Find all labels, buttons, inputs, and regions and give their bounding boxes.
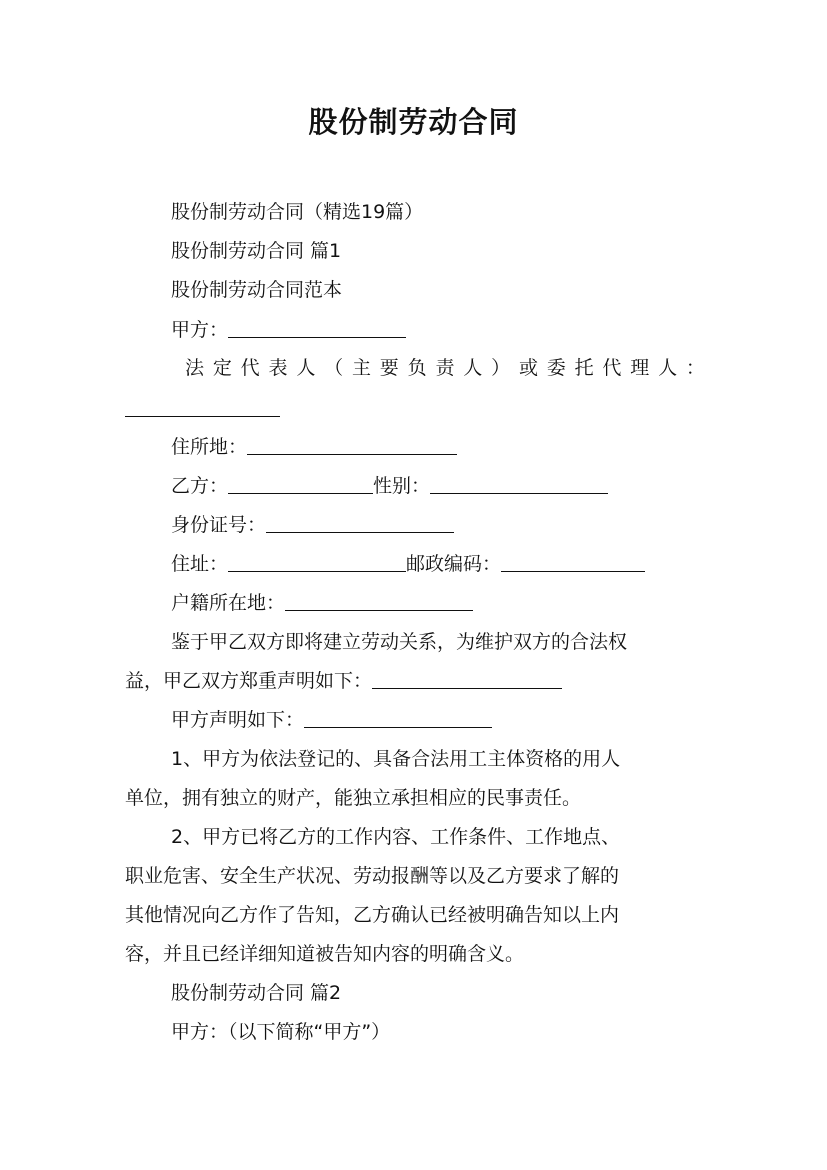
residence-line [125,435,705,459]
legal-rep-blank-line [125,397,705,421]
postcode-label: 邮政编码： [406,553,502,575]
id-number-label: 身份证号： [171,514,267,536]
address-blank [228,553,406,572]
legal-rep-char: ） [491,357,511,379]
gender-blank [430,475,608,494]
legal-rep-char: 人 [463,357,483,379]
legal-rep-char: 委 [546,357,566,379]
clause-1-line-1: 1、甲方为依法登记的、具备合法用工主体资格的用人 [171,748,621,770]
party-a-declaration-blank [304,709,492,728]
legal-rep-blank [125,398,280,417]
clause-2-line-4: 容，并且已经详细知道被告知内容的明确含义。 [125,943,525,965]
legal-rep-char: 责 [435,357,455,379]
clause-1-line-2: 单位，拥有独立的财产，能独立承担相应的民事责任。 [125,787,582,809]
party-a-declaration-line [125,708,705,732]
legal-rep-char: 代 [240,357,260,379]
legal-rep-char: 表 [268,357,288,379]
party-b-line [125,474,705,498]
household-label: 户籍所在地： [171,592,286,614]
clause-2-line-3: 其他情况向乙方作了告知，乙方确认已经被明确告知以上内 [125,904,620,926]
legal-rep-char: 或 [518,357,538,379]
legal-rep-char: 主 [351,357,371,379]
household-blank [285,592,473,611]
legal-rep-char: 要 [379,357,399,379]
legal-rep-line [125,356,705,380]
id-number-blank [266,514,454,533]
party-a-label: 甲方： [171,319,229,341]
party-a-line-2: 甲方：（以下简称“甲方”） [171,1021,391,1043]
legal-rep-char: 负 [407,357,427,379]
clause-2-line-1: 2、甲方已将乙方的工作内容、工作条件、工作地点、 [171,826,621,848]
household-line [125,591,705,615]
gender-label: 性别： [373,475,431,497]
declaration-line [125,669,705,693]
legal-rep-char: 托 [574,357,594,379]
party-a-line [125,318,705,342]
party-a-declaration-label: 甲方声明如下： [171,709,305,731]
document-title: 股份制劳动合同 [308,105,519,139]
party-b-blank [228,475,373,494]
declaration-label: 益，甲乙双方郑重声明如下： [125,670,373,692]
clause-2-line-2: 职业危害、安全生产状况、劳动报酬等以及乙方要求了解的 [125,865,620,887]
template-heading: 股份制劳动合同范本 [171,279,343,301]
section-heading-2: 股份制劳动合同 篇2 [171,982,342,1004]
declaration-blank [372,670,562,689]
id-number-line [125,513,705,537]
address-line [125,552,705,576]
legal-rep-char: 人 [296,357,316,379]
residence-blank [247,436,457,455]
legal-rep-char: 人 [658,357,678,379]
legal-rep-char: ： [685,357,705,379]
legal-rep-char: （ [324,357,344,379]
subtitle-line: 股份制劳动合同（精选19篇） [171,201,424,223]
legal-rep-char: 法 [185,357,205,379]
postcode-blank [501,553,645,572]
legal-rep-char: 代 [602,357,622,379]
legal-rep-char: 定 [212,357,232,379]
legal-rep-char: 理 [630,357,650,379]
paragraph-line: 鉴于甲乙双方即将建立劳动关系，为维护双方的合法权 [171,631,628,653]
party-b-label: 乙方： [171,475,229,497]
residence-label: 住所地： [171,436,248,458]
address-label: 住址： [171,553,229,575]
party-a-blank [228,319,406,338]
section-heading-1: 股份制劳动合同 篇1 [171,240,342,262]
